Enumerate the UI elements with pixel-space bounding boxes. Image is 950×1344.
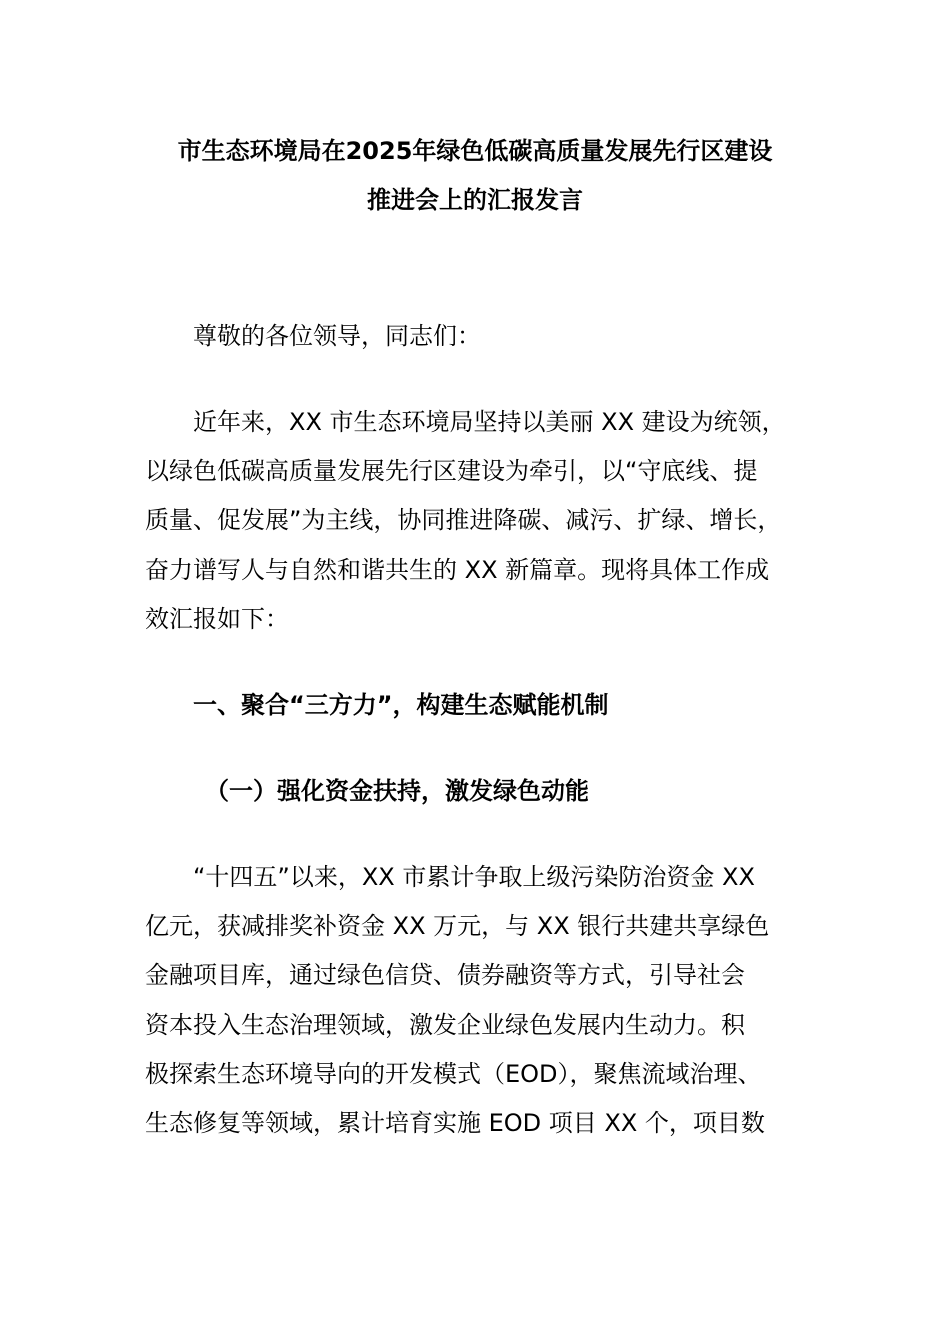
document-title-line-1: 市生态环境局在2025年绿色低碳高质量发展先行区建设	[177, 137, 773, 165]
document-title-line-2: 推进会上的汇报发言	[367, 186, 583, 214]
body-line-6: 生态修复等领域，累计培育实施 EOD 项目 XX 个，项目数	[145, 1109, 765, 1137]
section-heading: 一、聚合“三方力”，构建生态赋能机制	[193, 691, 609, 719]
body-line-3: 金融项目库，通过绿色信贷、债券融资等方式，引导社会	[145, 961, 745, 989]
body-line-5: 极探索生态环境导向的开发模式（EOD），聚焦流域治理、	[145, 1060, 762, 1088]
intro-line-1: 近年来，XX 市生态环境局坚持以美丽 XX 建设为统领，	[193, 408, 786, 436]
intro-line-4: 奋力谱写人与自然和谐共生的 XX 新篇章。现将具体工作成	[145, 556, 770, 584]
subsection-heading: （一）强化资金扶持，激发绿色动能	[205, 777, 589, 805]
body-line-2: 亿元，获减排奖补资金 XX 万元，与 XX 银行共建共享绿色	[145, 912, 770, 940]
body-line-1: “十四五”以来，XX 市累计争取上级污染防治资金 XX	[193, 863, 755, 891]
body-line-4: 资本投入生态治理领域，激发企业绿色发展内生动力。积	[145, 1011, 745, 1039]
intro-line-3: 质量、促发展”为主线，协同推进降碳、减污、扩绿、增长，	[145, 506, 782, 534]
salutation: 尊敬的各位领导，同志们：	[193, 322, 481, 350]
intro-line-5: 效汇报如下：	[145, 605, 289, 633]
intro-line-2: 以绿色低碳高质量发展先行区建设为牵引，以“守底线、提	[145, 457, 758, 485]
